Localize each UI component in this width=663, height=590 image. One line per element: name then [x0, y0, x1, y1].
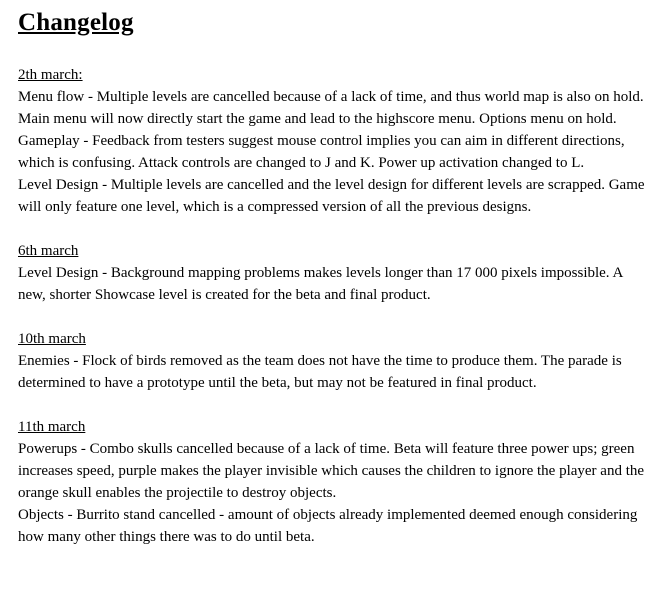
- page-title: Changelog: [18, 9, 134, 36]
- entry-line: Powerups - Combo skulls cancelled because of a lack of time. Beta will feature three power ups; green increases speed, purple makes the player invisible which causes the children to ignore the player and the orange skull enables the projectile to destroy objects.: [18, 441, 645, 501]
- changelog-entry: [18, 328, 649, 394]
- changelog-entries: [18, 64, 649, 548]
- entry-date: 2th march:: [18, 67, 83, 83]
- changelog-entry: [18, 416, 649, 548]
- entry-line: Menu flow - Multiple levels are cancelled because of a lack of time, and thus world map is also on hold. Main menu will now directly start the game and lead to the highscore menu. Options menu on hold.: [18, 89, 644, 127]
- entry-date: 11th march: [18, 419, 86, 435]
- entry-line: Objects - Burrito stand cancelled - amount of objects already implemented deemed enough considering how many other things there was to do until beta.: [18, 507, 638, 545]
- changelog-entry: [18, 64, 649, 218]
- entry-line: Enemies - Flock of birds removed as the team does not have the time to produce them. The parade is determined to have a prototype until the beta, but may not be featured in final product.: [18, 353, 622, 391]
- entry-line: Level Design - Background mapping problems makes levels longer than 17 000 pixels impossible. A new, shorter Showcase level is created for the beta and final product.: [18, 265, 623, 303]
- changelog-entry: [18, 240, 649, 306]
- entry-date: 6th march: [18, 243, 79, 259]
- entry-date: 10th march: [18, 331, 86, 347]
- entry-line: Level Design - Multiple levels are cancelled and the level design for different levels are scrapped. Game will only feature one level, which is a compressed version of all the previous designs.: [18, 177, 645, 215]
- entry-line: Gameplay - Feedback from testers suggest mouse control implies you can aim in different directions, which is confusing. Attack controls are changed to J and K. Power up activation changed to L.: [18, 133, 625, 171]
